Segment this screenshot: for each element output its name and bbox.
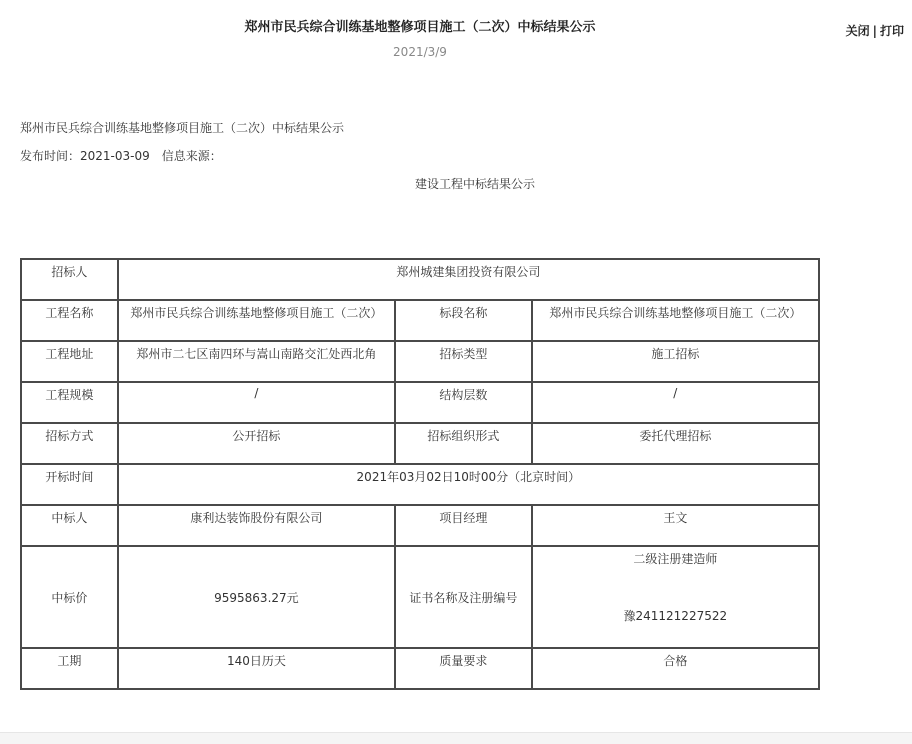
winner-value: 康利达装饰股份有限公司	[118, 505, 395, 546]
duration-label: 工期	[21, 648, 118, 689]
project-scale-label: 工程规模	[21, 382, 118, 423]
table-row	[21, 423, 819, 464]
page-title: 郑州市民兵综合训练基地整修项目施工（二次）中标结果公示	[244, 20, 596, 35]
structure-floors-label: 结构层数	[395, 382, 532, 423]
certificate-number: 豫241121227522	[623, 609, 728, 623]
table-row	[21, 464, 819, 505]
source-label: 信息来源：	[161, 149, 222, 163]
article-meta	[20, 147, 222, 164]
bid-open-time-value: 2021年03月02日10时00分（北京时间）	[118, 464, 819, 505]
project-address-value: 郑州市二七区南四环与嵩山南路交汇处西北角	[118, 341, 395, 382]
article-subtitle: 建设工程中标结果公示	[414, 177, 535, 191]
tender-type-label: 招标类型	[395, 341, 532, 382]
publish-label: 发布时间：	[20, 149, 81, 163]
table-row	[21, 259, 819, 300]
table-row	[21, 341, 819, 382]
winning-price-value: 9595863.27元	[118, 546, 395, 648]
project-name-label: 工程名称	[21, 300, 118, 341]
certificate-name: 二级注册建造师	[633, 552, 718, 566]
project-address-label: 工程地址	[21, 341, 118, 382]
table-row	[21, 300, 819, 341]
certificate-value	[532, 546, 819, 648]
structure-floors-value: /	[532, 382, 819, 423]
publish-date: 2021-03-09	[80, 149, 150, 163]
quality-value: 合格	[532, 648, 819, 689]
certificate-label: 证书名称及注册编号	[395, 546, 532, 648]
print-link[interactable]: 打印	[879, 24, 904, 38]
project-manager-label: 项目经理	[395, 505, 532, 546]
project-manager-value: 王文	[532, 505, 819, 546]
bid-result-table	[20, 258, 820, 690]
table-row	[21, 648, 819, 689]
publish-date-header: 2021/3/9	[393, 45, 447, 59]
tender-org-form-label: 招标组织形式	[395, 423, 532, 464]
project-name-value: 郑州市民兵综合训练基地整修项目施工（二次）	[118, 300, 395, 341]
close-link[interactable]: 关闭	[845, 24, 870, 38]
tender-org-form-value: 委托代理招标	[532, 423, 819, 464]
table-row	[21, 382, 819, 423]
duration-value: 140日历天	[118, 648, 395, 689]
quality-label: 质量要求	[395, 648, 532, 689]
bottom-scroll-bar[interactable]	[0, 732, 912, 744]
section-name-value: 郑州市民兵综合训练基地整修项目施工（二次）	[532, 300, 819, 341]
tenderer-label: 招标人	[21, 259, 118, 300]
table-row	[21, 505, 819, 546]
tender-method-label: 招标方式	[21, 423, 118, 464]
tenderer-value: 郑州城建集团投资有限公司	[118, 259, 819, 300]
article-heading: 郑州市民兵综合训练基地整修项目施工（二次）中标结果公示	[20, 121, 345, 135]
section-name-label: 标段名称	[395, 300, 532, 341]
winning-price-label: 中标价	[21, 546, 118, 648]
bid-open-time-label: 开标时间	[21, 464, 118, 505]
tender-type-value: 施工招标	[532, 341, 819, 382]
page-actions	[846, 22, 904, 39]
action-separator: |	[872, 24, 877, 38]
tender-method-value: 公开招标	[118, 423, 395, 464]
table-row	[21, 546, 819, 648]
project-scale-value: /	[118, 382, 395, 423]
winner-label: 中标人	[21, 505, 118, 546]
